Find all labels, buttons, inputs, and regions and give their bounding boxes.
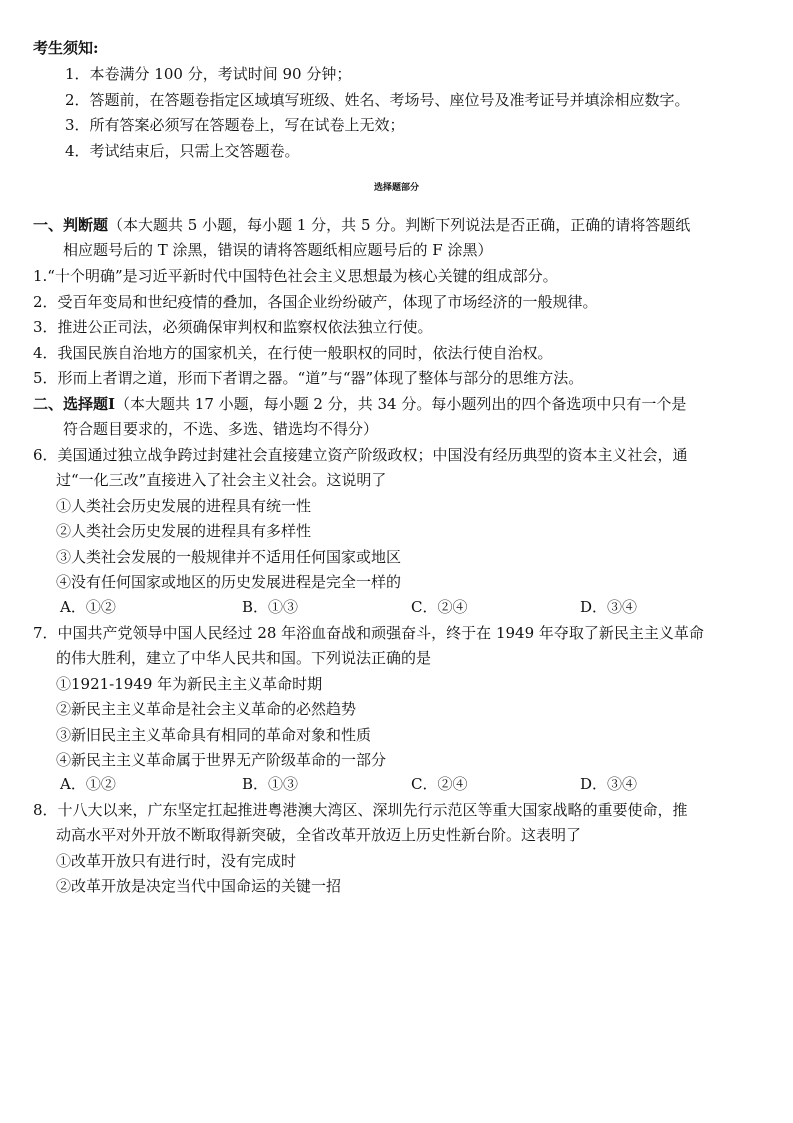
q6-option-b: B．①③: [242, 598, 299, 616]
q7-option-c: C．②④: [411, 775, 468, 793]
q6-statement: ③人类社会发展的一般规律并不适用任何国家或地区: [56, 548, 402, 566]
notice-item: 2．答题前，在答题卷指定区域填写班级、姓名、考场号、座位号及准考证号并填涂相应数字。: [65, 91, 690, 109]
q8-stem: 8．十八大以来，广东坚定扛起推进粤港澳大湾区、深圳先行示范区等重大国家战略的重要使命，推: [33, 801, 688, 819]
part2-desc: （本大题共 17 小题，每小题 2 分，共 34 分。每小题列出的四个备选项中只有一个是: [115, 395, 687, 413]
q6-statement: ②人类社会历史发展的进程具有多样性: [56, 522, 312, 540]
section-title: 选择题部分: [373, 183, 419, 193]
q7-option-a: A．①②: [60, 775, 116, 793]
judgement-item: 1.“十个明确”是习近平新时代中国特色社会主义思想最为核心关键的组成部分。: [33, 267, 558, 285]
notice-item: 1．本卷满分 100 分，考试时间 90 分钟；: [65, 65, 352, 83]
q6-option-a: A．①②: [60, 598, 116, 616]
part1-header: [33, 213, 690, 237]
q6-option-d: D．③④: [580, 598, 638, 616]
judgement-item: 2．受百年变局和世纪疫情的叠加，各国企业纷纷破产，体现了市场经济的一般规律。: [33, 293, 598, 311]
part2-header: [33, 392, 686, 416]
judgement-item: 3．推进公正司法，必须确保审判权和监察权依法独立行使。: [33, 318, 433, 336]
part1-label: 一、判断题: [33, 216, 109, 234]
q8-statement: ②改革开放是决定当代中国命运的关键一招: [56, 877, 342, 895]
q7-stem-cont: 的伟大胜利，建立了中华人民共和国。下列说法正确的是: [56, 649, 432, 667]
q7-statement: ①1921-1949 年为新民主主义革命时期: [56, 675, 323, 693]
judgement-item: 5．形而上者谓之道，形而下者谓之器。“道”与“器”体现了整体与部分的思维方法。: [33, 369, 584, 387]
q6-stem: 6．美国通过独立战争跨过封建社会直接建立资产阶级政权；中国没有经历典型的资本主义社会，通: [33, 446, 688, 464]
notice-heading: 考生须知:: [33, 39, 99, 57]
part1-desc-cont: 相应题号后的 T 涂黑，错误的请将答题纸相应题号后的 F 涂黑）: [63, 241, 493, 259]
part1-desc: （本大题共 5 小题，每小题 1 分，共 5 分。判断下列说法是否正确，正确的请将答题纸: [108, 216, 691, 234]
judgement-item: 4．我国民族自治地方的国家机关，在行使一般职权的同时，依法行使自治权。: [33, 344, 553, 362]
q7-statement: ④新民主主义革命属于世界无产阶级革命的一部分: [56, 751, 387, 769]
q7-option-d: D．③④: [580, 775, 638, 793]
q6-statement: ④没有任何国家或地区的历史发展进程是完全一样的: [56, 573, 402, 591]
q7-option-b: B．①③: [242, 775, 299, 793]
notice-item: 3．所有答案必须写在答题卷上，写在试卷上无效；: [65, 116, 405, 134]
notice-item: 4．考试结束后，只需上交答题卷。: [65, 142, 300, 160]
q7-statement: ③新旧民主主义革命具有相同的革命对象和性质: [56, 726, 372, 744]
q8-statement: ①改革开放只有进行时，没有完成时: [56, 852, 297, 870]
part2-label: 二、选择题Ⅰ: [33, 395, 116, 413]
part2-desc-cont: 符合题目要求的，不选、多选、错选均不得分）: [63, 420, 379, 438]
q6-option-c: C．②④: [411, 598, 468, 616]
q6-statement: ①人类社会历史发展的进程具有统一性: [56, 497, 312, 515]
q7-statement: ②新民主主义革命是社会主义革命的必然趋势: [56, 700, 357, 718]
q6-stem-cont: 过“一化三改”直接进入了社会主义社会。这说明了: [56, 471, 387, 489]
q8-stem-cont: 动高水平对外开放不断取得新突破，全省改革开放迈上历史性新台阶。这表明了: [56, 826, 582, 844]
q7-stem: 7．中国共产党领导中国人民经过 28 年浴血奋战和顽强奋斗，终于在 1949 年夺取了新民主主义革命: [33, 624, 704, 642]
